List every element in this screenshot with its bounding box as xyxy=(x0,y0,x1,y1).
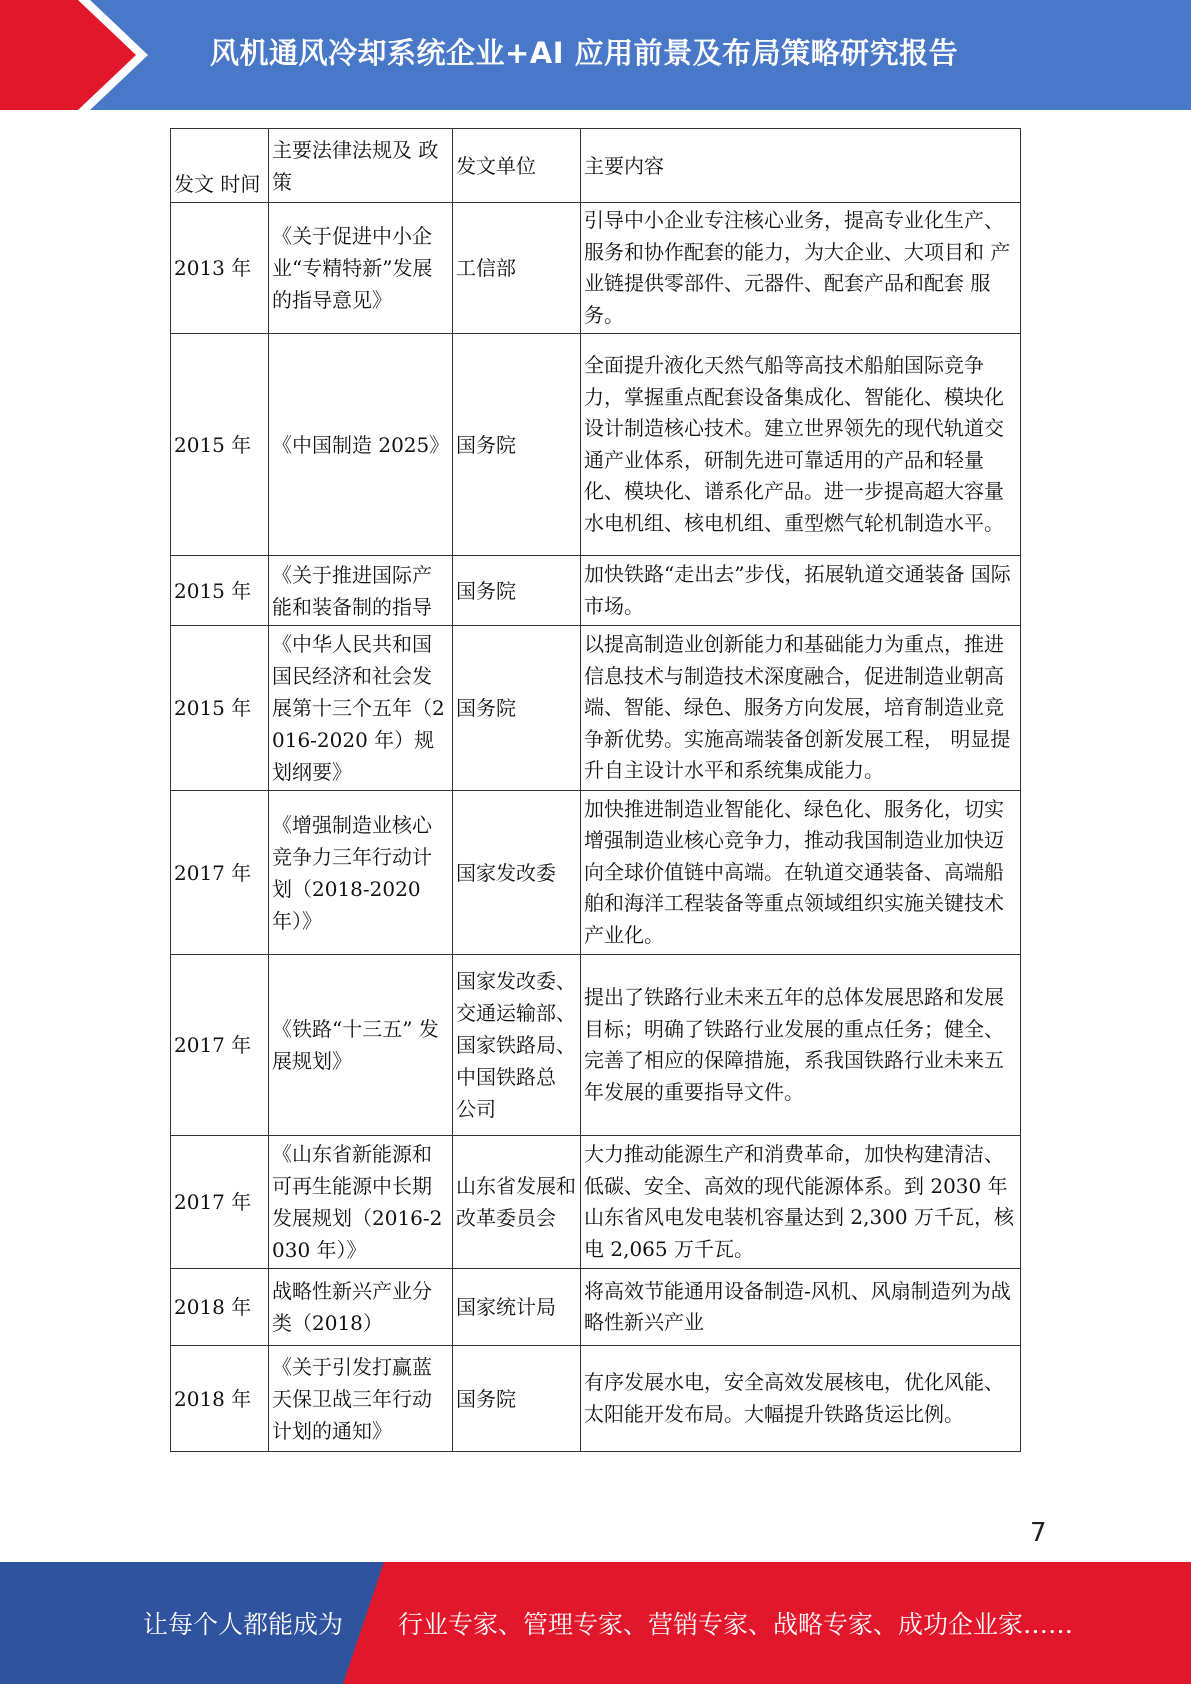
table-row xyxy=(171,1269,1021,1346)
report-title: 风机通风冷却系统企业+AI 应用前景及布局策略研究报告 xyxy=(210,36,959,70)
cell-content: 加快铁路“走出去”步伐，拓展轨道交通装备 国际市场。 xyxy=(581,556,1021,626)
cell-unit: 工信部 xyxy=(453,203,581,334)
page-number: 7 xyxy=(1030,1518,1047,1548)
table-row xyxy=(171,1136,1021,1269)
cell-policy xyxy=(269,556,453,626)
table-row xyxy=(171,626,1021,791)
cell-policy: 《山东省新能源和可再生能源中长期发展规划（2016-2030 年）》 xyxy=(269,1136,453,1269)
table-header-row xyxy=(171,129,1021,203)
table-row xyxy=(171,556,1021,626)
cell-unit: 国家发改委、 交通运输部、 国家铁路局、 中国铁路总 公司 xyxy=(453,955,581,1136)
cell-content: 全面提升液化天然气船等高技术船舶国际竞争力，掌握重点配套设备集成化、智能化、模块化设计制造核心技术。建立世界领先的现代轨道交通产业体系，研制先进可靠适用的产品和轻量化、模块化、谱系化产品。进一步提高超大容量水电机组、核电机组、重型燃气轮机制造水平。 xyxy=(581,334,1021,556)
cell-unit: 国务院 xyxy=(453,334,581,556)
cell-time: 2015 年 xyxy=(171,626,269,791)
header-cell-content: 主要内容 xyxy=(581,129,1021,203)
cell-time: 2015 年 xyxy=(171,556,269,626)
cell-unit: 山东省发展和改革委员会 xyxy=(453,1136,581,1269)
header-arrow-decoration xyxy=(0,0,150,110)
cell-policy: 《中华人民共和国国民经济和社会发展第十三个五年（2016-2020 年）规 划纲要》 xyxy=(269,626,453,791)
header-cell-time: 发文 时间 xyxy=(171,129,269,203)
cell-time: 2013 年 xyxy=(171,203,269,334)
table-row xyxy=(171,955,1021,1136)
cell-content: 引导中小企业专注核心业务，提高专业化生产、 服务和协作配套的能力，为大企业、大项目和 产业链提供零部件、元器件、配套产品和配套 服务。 xyxy=(581,203,1021,334)
page-header xyxy=(0,0,1191,110)
cell-content: 加快推进制造业智能化、绿色化、服务化，切实增强制造业核心竞争力，推动我国制造业加快迈向全球价值链中高端。在轨道交通装备、高端船舶和海洋工程装备等重点领域组织实施关键技术产业化。 xyxy=(581,791,1021,955)
cell-time: 2017 年 xyxy=(171,791,269,955)
cell-policy: 《关于促进中小企业“专精特新”发展的指导意见》 xyxy=(269,203,453,334)
cell-unit: 国务院 xyxy=(453,1346,581,1452)
footer-slogan-left: 让每个人都能成为 xyxy=(143,1610,344,1639)
header-cell-unit: 发文单位 xyxy=(453,129,581,203)
table-row xyxy=(171,203,1021,334)
cell-unit: 国家发改委 xyxy=(453,791,581,955)
cell-unit: 国务院 xyxy=(453,556,581,626)
cell-policy: 《中国制造 2025》 xyxy=(269,334,453,556)
cell-content: 提出了铁路行业未来五年的总体发展思路和发展目标；明确了铁路行业发展的重点任务；健全、完善了相应的保障措施，系我国铁路行业未来五年发展的重要指导文件。 xyxy=(581,955,1021,1136)
cell-policy: 《增强制造业核心竞争力三年行动计划（2018-2020 年）》 xyxy=(269,791,453,955)
cell-unit: 国务院 xyxy=(453,626,581,791)
cell-time: 2018 年 xyxy=(171,1346,269,1452)
table-row xyxy=(171,1346,1021,1452)
cell-content: 将高效节能通用设备制造-风机、风扇制造列为战略性新兴产业 xyxy=(581,1269,1021,1346)
cell-content: 大力推动能源生产和消费革命，加快构建清洁、 低碳、安全、高效的现代能源体系。到 2030 年 山东省风电发电装机容量达到 2,300 万千瓦，核 电 2,065 万千瓦。 xyxy=(581,1136,1021,1269)
cell-time: 2018 年 xyxy=(171,1269,269,1346)
cell-policy: 战略性新兴产业分类（2018） xyxy=(269,1269,453,1346)
cell-policy: 《关于引发打赢蓝天保卫战三年行动计划的通知》 xyxy=(269,1346,453,1452)
cell-time: 2017 年 xyxy=(171,955,269,1136)
table-row xyxy=(171,791,1021,955)
table-row xyxy=(171,334,1021,556)
cell-time: 2017 年 xyxy=(171,1136,269,1269)
cell-unit: 国家统计局 xyxy=(453,1269,581,1346)
footer-slogan-right: 行业专家、管理专家、营销专家、战略专家、成功企业家…… xyxy=(398,1610,1074,1639)
cell-content: 有序发展水电，安全高效发展核电，优化风能、 太阳能开发布局。大幅提升铁路货运比例。 xyxy=(581,1346,1021,1452)
clipped-policy-text: 《关于推进国际产能和装备制的指导 xyxy=(272,562,432,619)
cell-policy: 《铁路“十三五” 发展规划》 xyxy=(269,955,453,1136)
policy-table xyxy=(170,128,1021,1452)
cell-time: 2015 年 xyxy=(171,334,269,556)
header-cell-policy: 主要法律法规及 政策 xyxy=(269,129,453,203)
cell-content: 以提高制造业创新能力和基础能力为重点，推进信息技术与制造技术深度融合，促进制造业朝高端、智能、绿色、服务方向发展，培育制造业竞争新优势。实施高端装备创新发展工程， 明显提升自主设计水平和系统集成能力。 xyxy=(581,626,1021,791)
